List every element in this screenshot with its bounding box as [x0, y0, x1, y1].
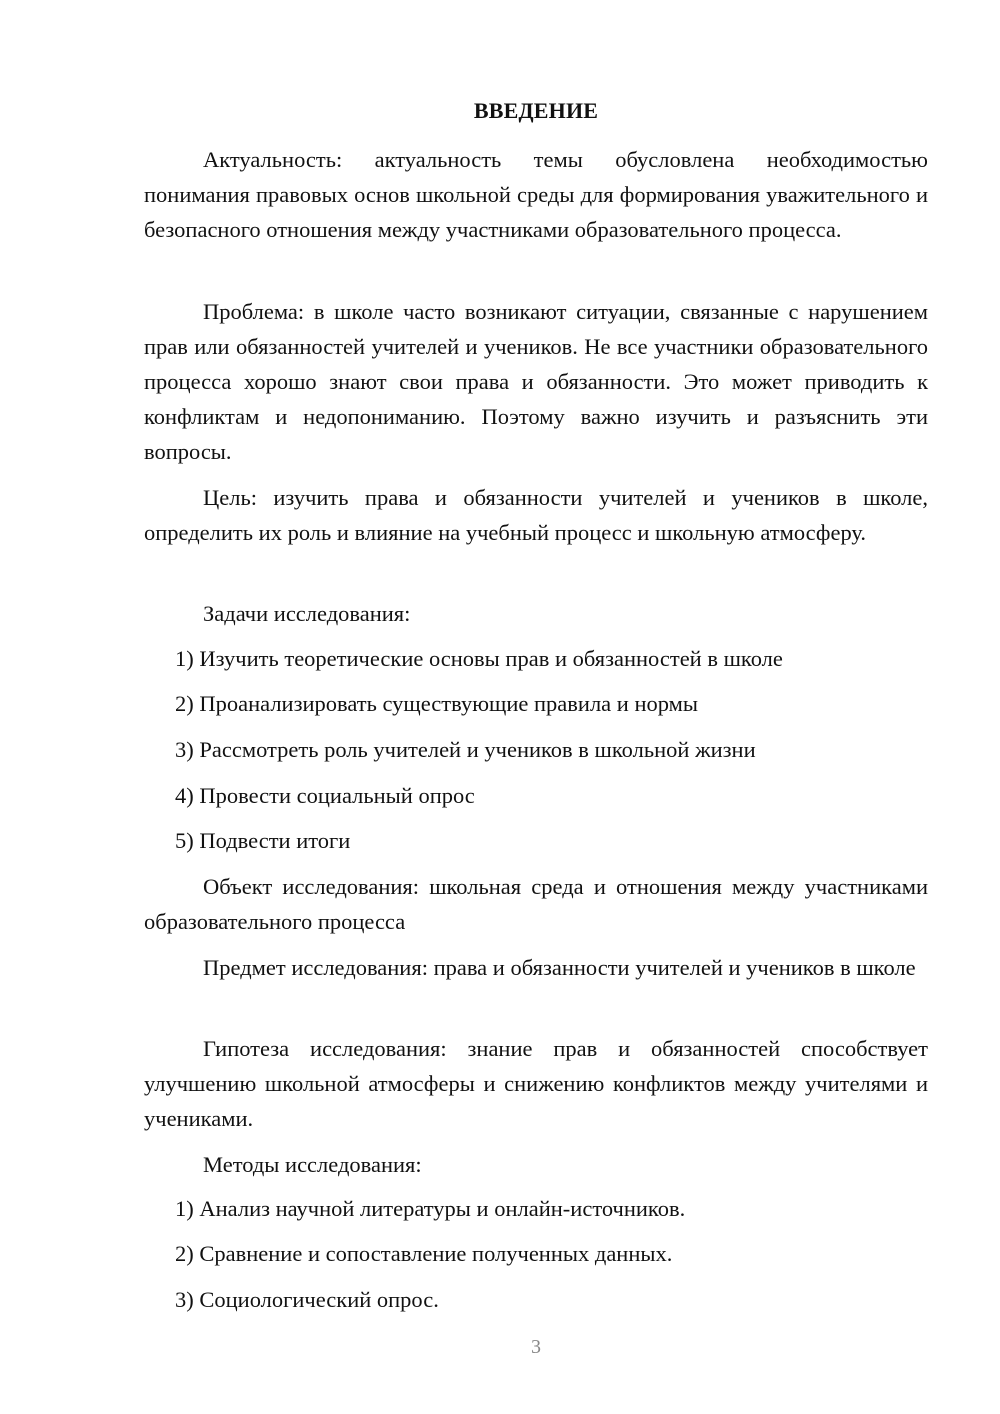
method-item: 2) Сравнение и сопоставление полученных данных. — [175, 1241, 673, 1266]
method-item: 3) Социологический опрос. — [175, 1287, 439, 1312]
task-item: 3) Рассмотреть роль учителей и учеников в школьной жизни — [175, 737, 756, 762]
task-item: 4) Провести социальный опрос — [175, 783, 475, 808]
tasks-heading: Задачи исследования: — [203, 601, 411, 626]
paragraph-object: Объект исследования: школьная среда и отношения между участниками образовательного процесса — [144, 874, 928, 934]
task-item: 2) Проанализировать существующие правила и нормы — [175, 691, 699, 716]
page-title: ВВЕДЕНИЕ — [473, 98, 599, 123]
paragraph-goal: Цель: изучить права и обязанности учителей и учеников в школе, определить их роль и влияние на учебный процесс и школьную атмосферу. — [144, 485, 928, 545]
paragraph-relevance: Актуальность: актуальность темы обусловлена необходимостью понимания правовых основ школьной среды для формирования уважительного и безопасного отношения между участниками образовательного процесса. — [144, 147, 928, 242]
page-number: 3 — [531, 1336, 541, 1358]
methods-heading: Методы исследования: — [203, 1152, 422, 1177]
method-item: 1) Анализ научной литературы и онлайн-источников. — [175, 1196, 686, 1221]
paragraph-hypothesis: Гипотеза исследования: знание прав и обязанностей способствует улучшению школьной атмосферы и снижению конфликтов между учителями и учениками. — [144, 1036, 928, 1131]
paragraph-problem: Проблема: в школе часто возникают ситуации, связанные с нарушением прав или обязанностей учителей и учеников. Не все участники образовательного процесса хорошо знают свои права и обязанности. Это может приводить к конфликтам и недопониманию. Поэтому важно изучить и разъяснить эти вопросы. — [144, 299, 928, 464]
task-item: 1) Изучить теоретические основы прав и обязанностей в школе — [175, 646, 783, 671]
task-item: 5) Подвести итоги — [175, 828, 351, 853]
paragraph-subject: Предмет исследования: права и обязанности учителей и учеников в школе — [203, 955, 916, 980]
